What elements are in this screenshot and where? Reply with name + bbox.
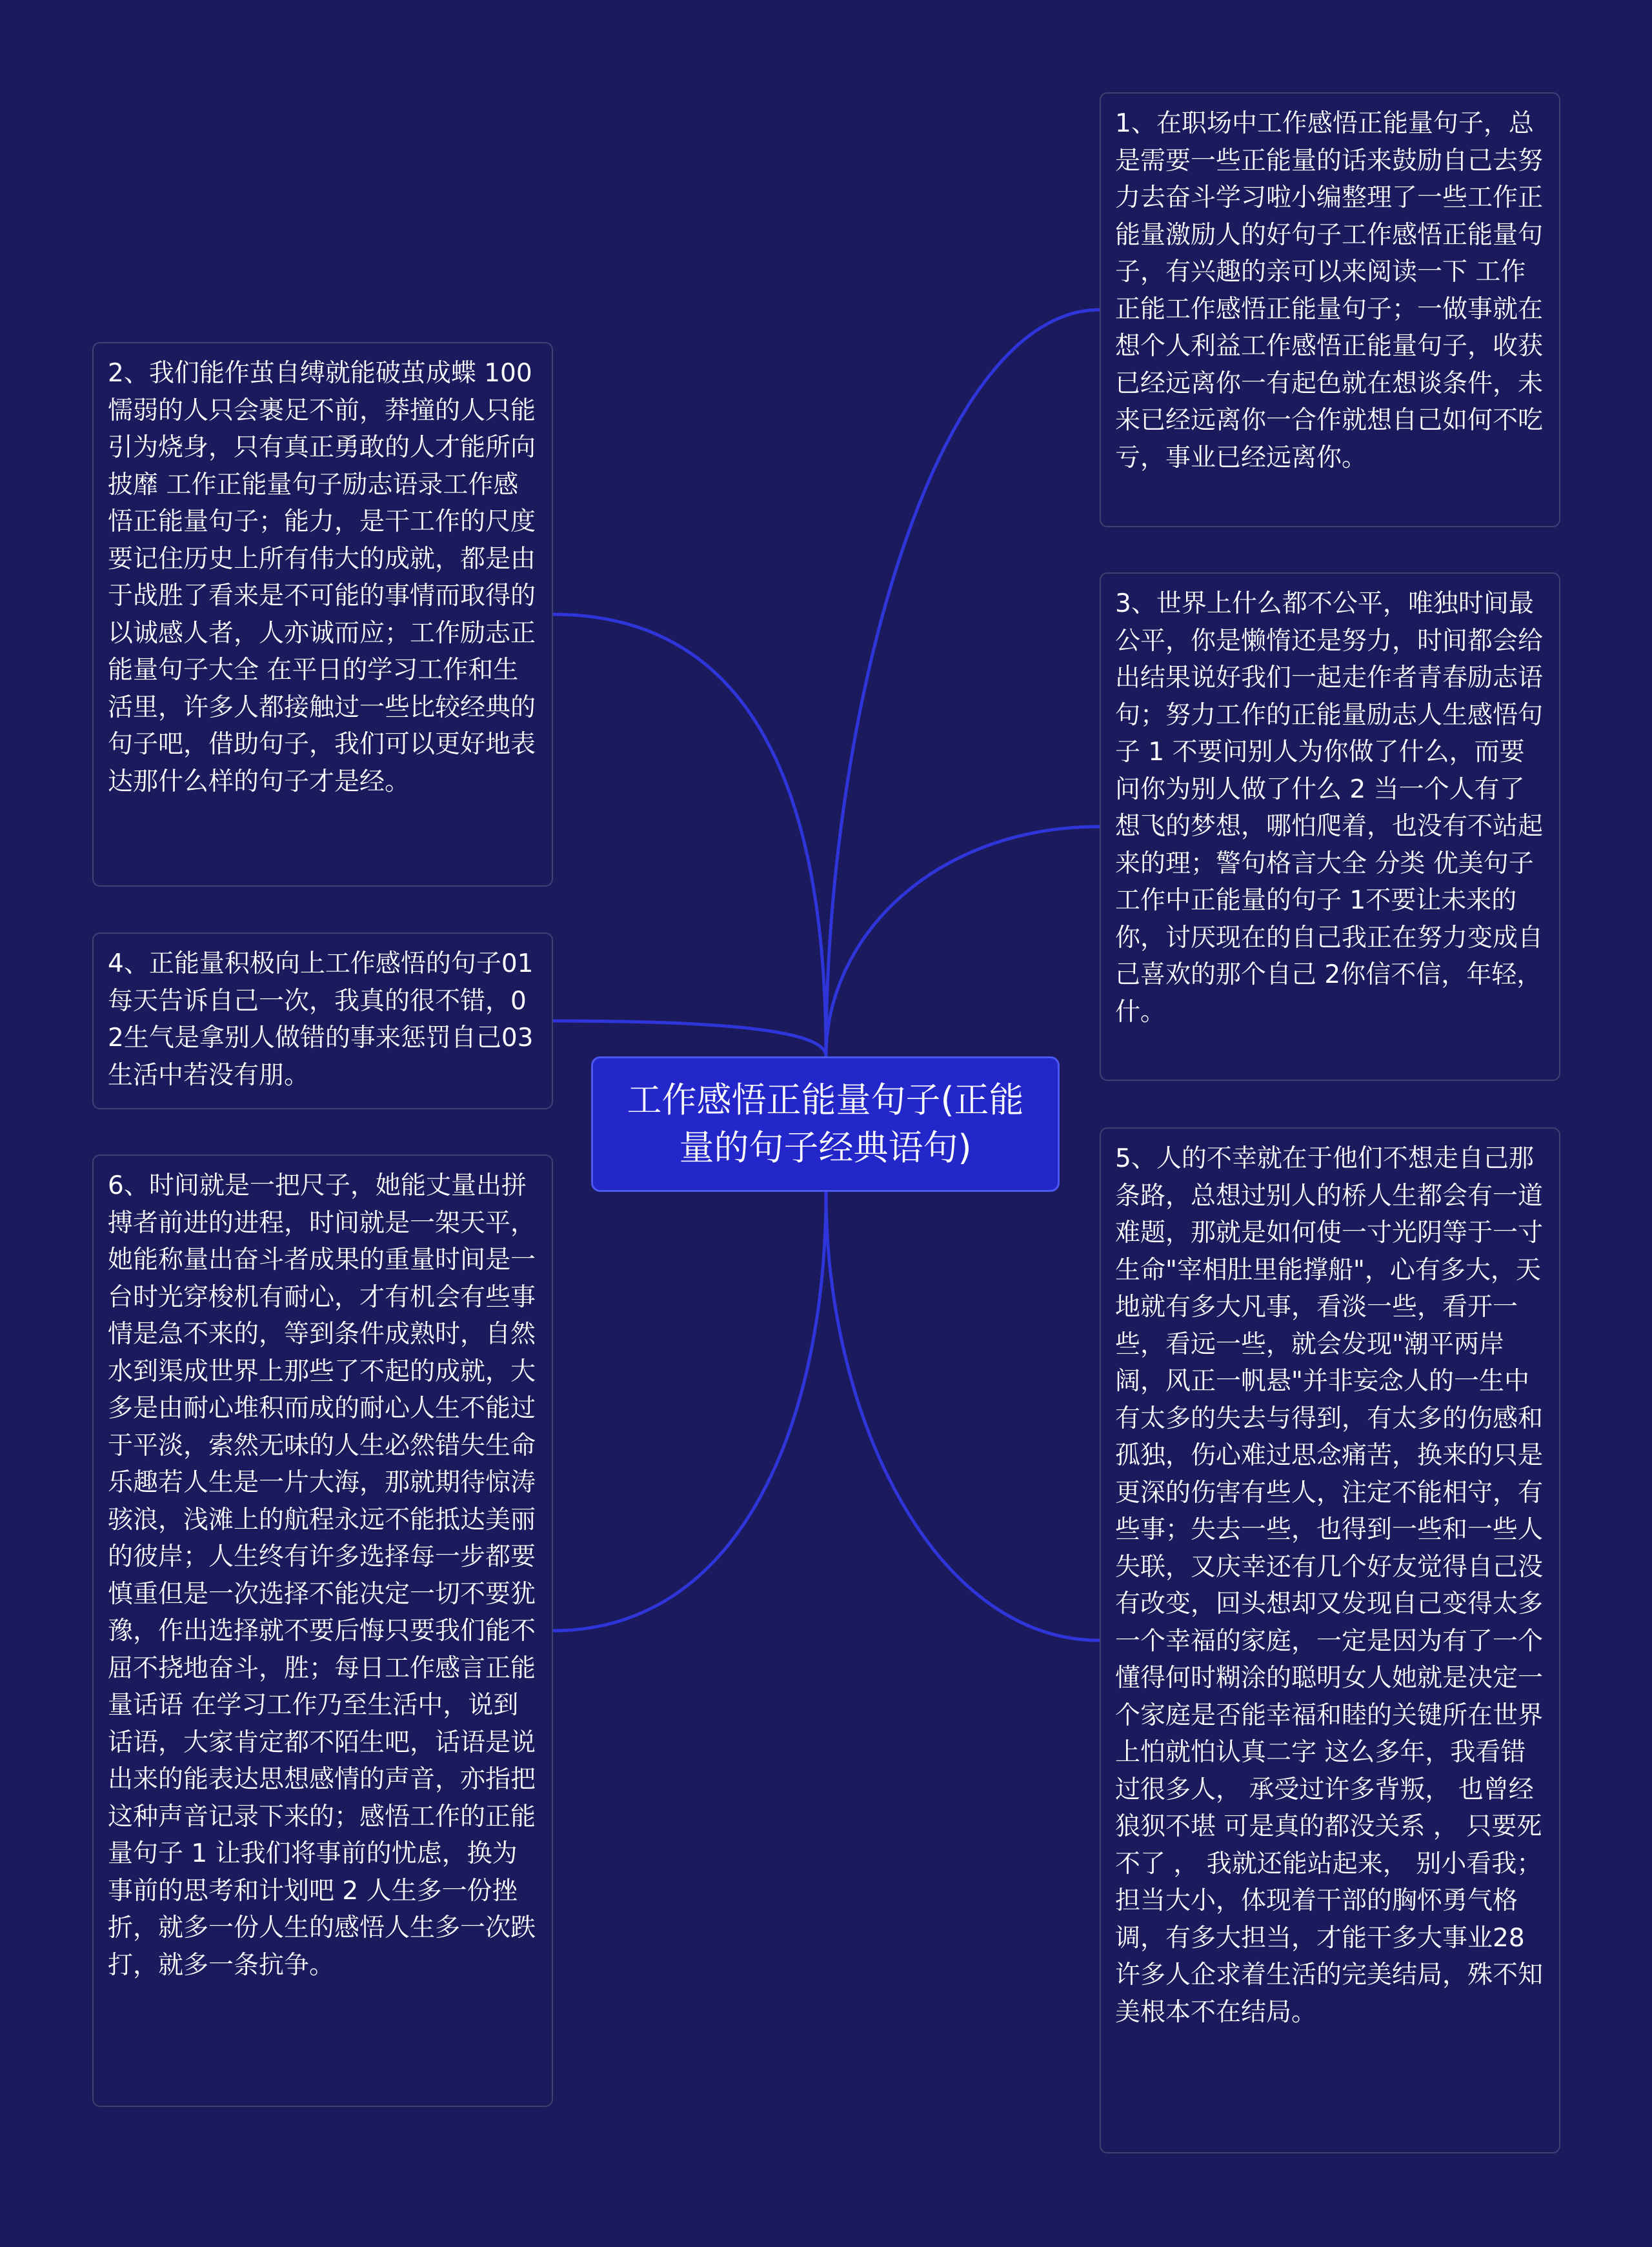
branch-node-1[interactable] bbox=[1100, 92, 1560, 527]
branch-node-6-text: 6、时间就是一把尺子，她能丈量出拼搏者前进的进程，时间就是一架天平，她能称量出奋斗者成果的重量时间是一台时光穿梭机有耐心，才有机会有些事情是急不来的，等到条件成熟时，自然水到渠成世界上那些了不起的成就，大多是由耐心堆积而成的耐心人生不能过于平淡，索然无味的人生必然错失生命乐趣若人生是一片大海，那就期待惊涛骇浪，浅滩上的航程永远不能抵达美丽的彼岸；人生终有许多选择每一步都要慎重但是一次选择不能决定一切不要犹豫，作出选择就不要后悔只要我们能不屈不挠地奋斗，胜；每日工作感言正能量话语 在学习工作乃至生活中，说到话语，大家肯定都不陌生吧，话语是说出来的能表达思想感情的声音，亦指把这种声音记录下来的；感悟工作的正能量句子 1 让我们将事前的忧虑，换为事前的思考和计划吧 2 人生多一份挫折，就多一份人生的感悟人生多一次跌打，就多一条抗争。 bbox=[108, 1171, 536, 1980]
central-topic-text: 工作感悟正能量句子(正能量的句子经典语句) bbox=[627, 1080, 1024, 1168]
branch-node-5[interactable] bbox=[1100, 1127, 1560, 2153]
connector-to-node-2 bbox=[553, 614, 826, 1056]
branch-node-2-text: 2、我们能作茧自缚就能破茧成蝶 100懦弱的人只会裹足不前，莽撞的人只能引为烧身，只有真正勇敢的人才能所向披靡 工作正能量句子励志语录工作感悟正能量句子；能力，是干工作的尺度要记住历史上所有伟大的成就，都是由于战胜了看来是不可能的事情而取得的以诚感人者，人亦诚而应；工作励志正能量句子大全 在平日的学习工作和生活里，许多人都接触过一些比较经典的句子吧，借助句子，我们可以更好地表达那什么样的句子才是经。 bbox=[108, 359, 536, 796]
branch-node-4[interactable] bbox=[92, 932, 553, 1109]
branch-node-6[interactable] bbox=[92, 1154, 553, 2107]
connector-to-node-6 bbox=[553, 1192, 826, 1631]
branch-node-5-text: 5、人的不幸就在于他们不想走自己那条路，总想过别人的桥人生都会有一道难题，那就是如何使一寸光阴等于一寸生命"宰相肚里能撑船"，心有多大，天地就有多大凡事，看淡一些，看开一些，看远一些，就会发现"潮平两岸阔，风正一帆悬"并非妄念人的一生中有太多的失去与得到，有太多的伤感和孤独，伤心难过思念痛苦，换来的只是更深的伤害有些人，注定不能相守，有些事；失去一些，也得到一些和一些人失联，又庆幸还有几个好友觉得自己没有改变，回头想却又发现自己变得太多 一个幸福的家庭，一定是因为有了一个懂得何时糊涂的聪明女人她就是决定一个家庭是否能幸福和睦的关键所在世界上怕就怕认真二字 这么多年，我看错过很多人， 承受过许多背叛， 也曾经狼狈不堪 可是真的都没关系 ， 只要死不了 ， 我就还能站起来， 别小看我；担当大小，体现着干部的胸怀勇气格调，有多大担当，才能干多大事业28许多人企求着生活的完美结局，殊不知美根本不在结局。 bbox=[1115, 1144, 1544, 2027]
central-topic-node[interactable] bbox=[591, 1056, 1060, 1192]
branch-node-4-text: 4、正能量积极向上工作感悟的句子01每天告诉自己一次，我真的很不错，02生气是拿别人做错的事来惩罚自己03生活中若没有朋。 bbox=[108, 949, 534, 1090]
branch-node-2[interactable] bbox=[92, 342, 553, 887]
connector-to-node-4 bbox=[553, 1021, 826, 1056]
branch-node-1-text: 1、在职场中工作感悟正能量句子，总是需要一些正能量的话来鼓励自己去努力去奋斗学习啦小编整理了一些工作正能量激励人的好句子工作感悟正能量句子，有兴趣的亲可以来阅读一下 工作正能工作感悟正能量句子；一做事就在想个人利益工作感悟正能量句子，收获已经远离你一有起色就在想谈条件，未来已经远离你一合作就想自己如何不吃亏，事业已经远离你。 bbox=[1115, 109, 1544, 472]
branch-node-3-text: 3、世界上什么都不公平，唯独时间最公平，你是懒惰还是努力，时间都会给出结果说好我们一起走作者青春励志语句；努力工作的正能量励志人生感悟句子 1 不要问别人为你做了什么，而要问你为别人做了什么 2 当一个人有了想飞的梦想，哪怕爬着，也没有不站起来的理；警句格言大全 分类 优美句子 工作中正能量的句子 1不要让未来的你，讨厌现在的自己我正在努力变成自己喜欢的那个自己 2你信不信，年轻，什。 bbox=[1115, 589, 1544, 1027]
connector-to-node-3 bbox=[826, 827, 1100, 1056]
branch-node-3[interactable] bbox=[1100, 572, 1560, 1081]
connector-to-node-1 bbox=[826, 310, 1100, 1056]
connector-to-node-5 bbox=[826, 1192, 1100, 1640]
